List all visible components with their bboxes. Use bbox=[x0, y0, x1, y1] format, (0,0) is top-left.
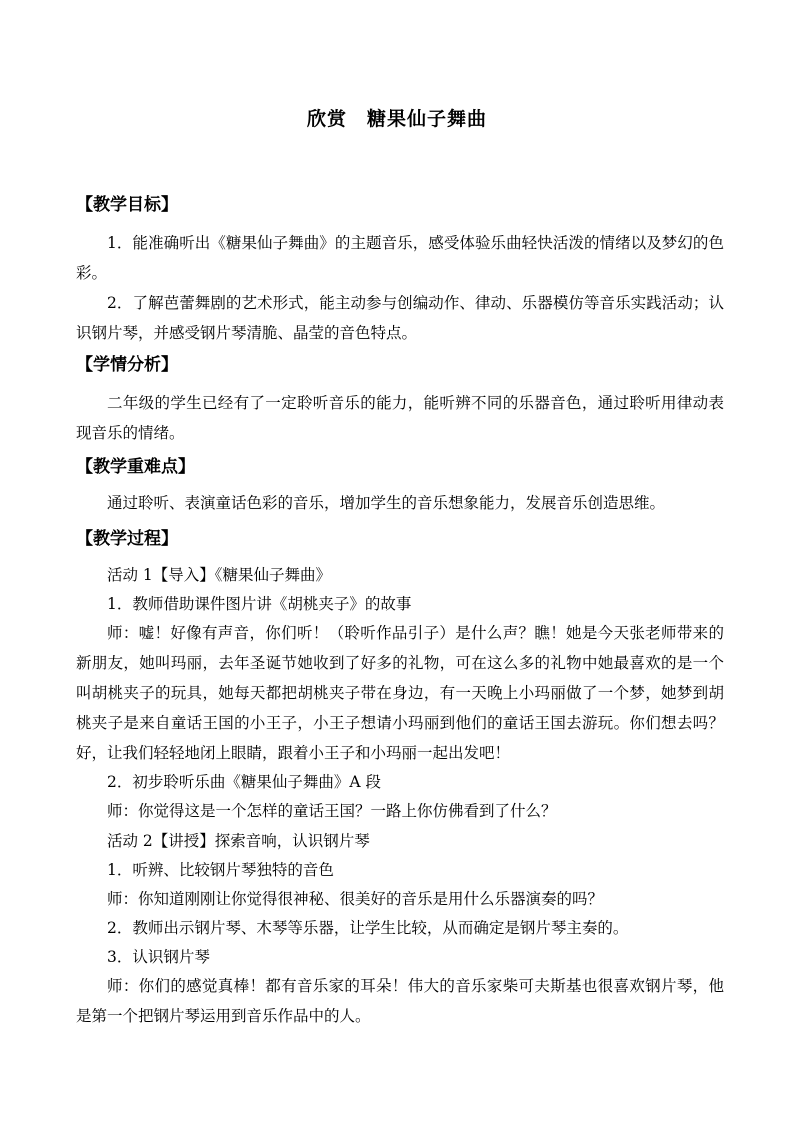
student-analysis-text: 二年级的学生已经有了一定聆听音乐的能力，能听辨不同的乐器音色，通过聆听用律动表现音乐的情绪。 bbox=[76, 394, 724, 442]
heading-key-points: 【教学重难点】 bbox=[76, 457, 195, 477]
process-celesta-paragraph: 师：你们的感觉真棒！都有音乐家的耳朵！伟大的音乐家柴可夫斯基也很喜欢钢片琴，他是第一个把钢片琴运用到音乐作品中的人。 bbox=[76, 977, 724, 1025]
process-question-2: 师：你知道刚刚让你觉得很神秘、很美好的音乐是用什么乐器演奏的吗？ bbox=[107, 890, 604, 908]
process-story-paragraph: 师：嘘！好像有声音，你们听！（聆听作品引子）是什么声？瞧！她是今天张老师带来的新朋友，她叫玛丽，去年圣诞节她收到了好多的礼物，可在这么多的礼物中她最喜欢的是一个叫胡桃夹子的玩具，她每天都把胡桃夹子带在身边，有一天晚上小玛丽做了一个梦，她梦到胡桃夹子是来自童话王国的小王子，小王子想请小玛丽到他们的童话王国去游玩。你们想去吗？好，让我们轻轻地闭上眼睛，跟着小王子和小玛丽一起出发吧！ bbox=[76, 624, 724, 762]
process-activity-1: 活动 1【导入】《糖果仙子舞曲》 bbox=[107, 566, 332, 584]
heading-teaching-process: 【教学过程】 bbox=[76, 529, 178, 549]
process-step-2-2: 2．教师出示钢片琴、木琴等乐器，让学生比较，从而确定是钢片琴主奏的。 bbox=[107, 919, 629, 937]
process-step-2-1: 1．听辨、比较钢片琴独特的音色 bbox=[107, 861, 334, 879]
goal-item-2: 2．了解芭蕾舞剧的艺术形式，能主动参与创编动作、律动、乐器模仿等音乐实践活动；认识钢片琴，并感受钢片琴清脆、晶莹的音色特点。 bbox=[76, 294, 724, 342]
heading-teaching-goals: 【教学目标】 bbox=[76, 195, 178, 215]
process-question-1: 师：你觉得这是一个怎样的童话王国？一路上你仿佛看到了什么？ bbox=[107, 802, 557, 820]
process-step-1-2: 2．初步聆听乐曲《糖果仙子舞曲》A 段 bbox=[107, 773, 381, 791]
goal-item-1: 1．能准确听出《糖果仙子舞曲》的主题音乐，感受体验乐曲轻快活泼的情绪以及梦幻的色彩。 bbox=[76, 234, 724, 282]
process-activity-2: 活动 2【讲授】探索音响，认识钢片琴 bbox=[107, 832, 370, 850]
process-step-2-3: 3．认识钢片琴 bbox=[107, 948, 210, 966]
key-points-text: 通过聆听、表演童话色彩的音乐，增加学生的音乐想象能力，发展音乐创造思维。 bbox=[107, 494, 666, 512]
heading-student-analysis: 【学情分析】 bbox=[76, 355, 178, 375]
process-step-1-1: 1．教师借助课件图片讲《胡桃夹子》的故事 bbox=[107, 595, 412, 613]
document-title: 欣赏 糖果仙子舞曲 bbox=[306, 108, 487, 130]
